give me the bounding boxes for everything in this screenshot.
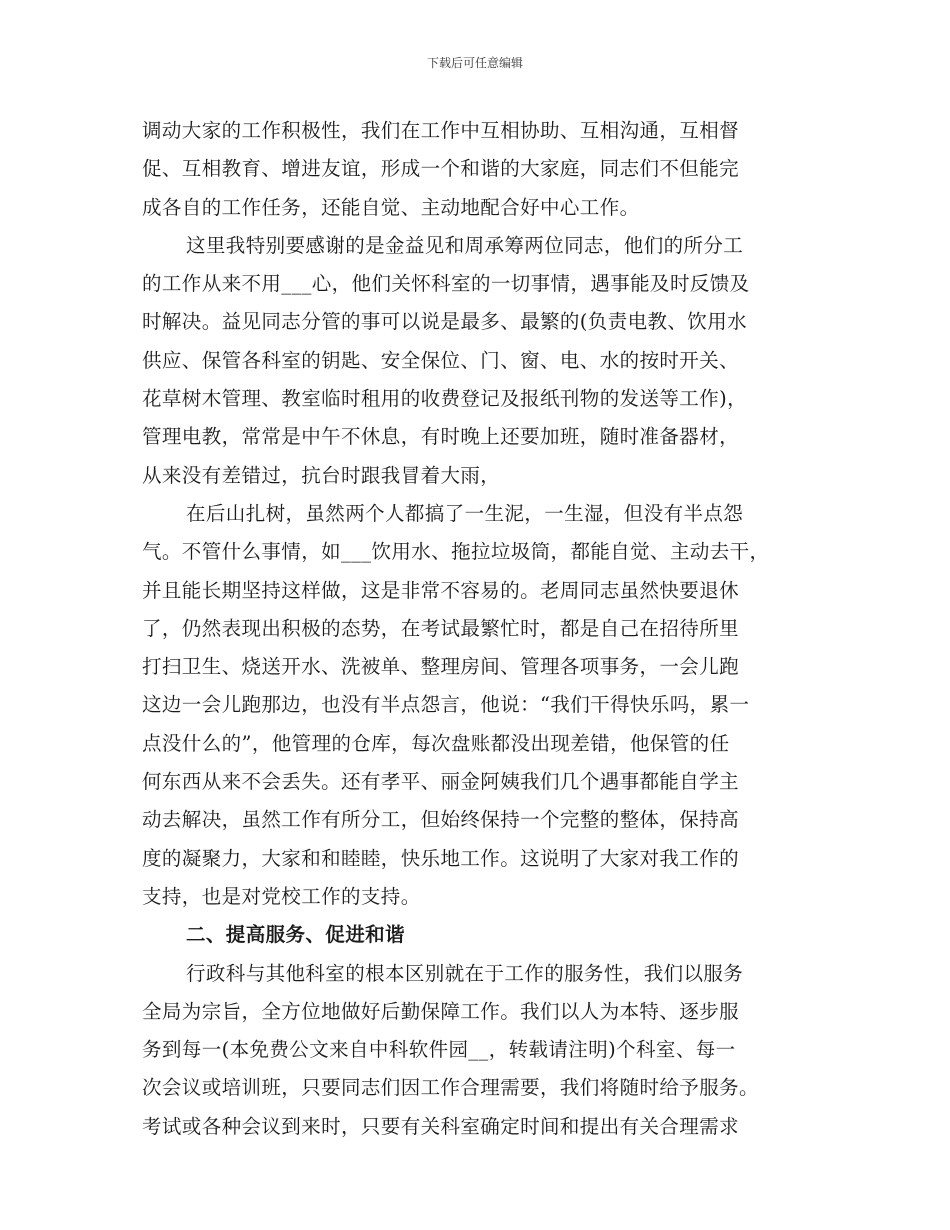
- body-line: 何东西从来不会丢失。还有孝平、丽金阿姨我们几个遇事都能自学主: [142, 770, 740, 794]
- body-line: 了，仍然表现出积极的态势，在考试最繁忙时，都是自己在招待所里: [142, 616, 740, 640]
- body-line: 促、互相教育、增进友谊，形成一个和谐的大家庭，同志们不但能完: [142, 157, 740, 181]
- body-line: 全局为宗旨，全方位地做好后勤保障工作。我们以人为本特、逐步服: [142, 999, 740, 1023]
- body-line: 气。不管什么事情，如___饮用水、拖拉垃圾筒，都能自觉、主动去干，: [142, 540, 770, 564]
- section-heading: 二、提高服务、促进和谐: [186, 923, 405, 947]
- body-line: 成各自的工作任务，还能自觉、主动地配合好中心工作。: [142, 195, 640, 219]
- page-header: 下载后可任意编辑: [426, 56, 523, 70]
- body-line: 的工作从来不用___心，他们关怀科室的一切事情，遇事能及时反馈及: [142, 272, 750, 296]
- body-line: 动去解决，虽然工作有所分工，但始终保持一个完整的整体，保持高: [142, 808, 740, 832]
- body-line: 考试或各种会议到来时，只要有关科室确定时间和提出有关合理需求: [142, 1114, 740, 1138]
- body-line: 供应、保管各科室的钥匙、安全保位、门、窗、电、水的按时开关、: [142, 348, 740, 372]
- body-line: 这边一会儿跑那边，也没有半点怨言，他说：“我们干得快乐吗，累一: [142, 693, 750, 717]
- document-body: [142, 112, 822, 1146]
- body-line: 务到每一(本免费公文来自中科软件园__，转载请注明)个科室、每一: [142, 1038, 736, 1062]
- body-line: 从来没有差错过，抗台时跟我冒着大雨，: [142, 463, 501, 487]
- body-line: 管理电教，常常是中午不休息，有时晚上还要加班，随时准备器材，: [142, 425, 740, 449]
- body-line: 次会议或培训班，只要同志们因工作合理需要，我们将随时给予服务。: [142, 1076, 759, 1100]
- body-line: 调动大家的工作积极性，我们在工作中互相协助、互相沟通，互相督: [142, 119, 740, 142]
- body-line: 点没什么的”，他管理的仓库，每次盘账都没出现差错，他保管的任: [142, 731, 730, 755]
- paragraph-start-line: 这里我特别要感谢的是金益见和周承筹两位同志，他们的所分工: [186, 233, 744, 257]
- body-line: 支持，也是对党校工作的支持。: [142, 884, 421, 908]
- body-line: 花草树木管理、教室临时租用的收费登记及报纸刊物的发送等工作)，: [142, 387, 748, 411]
- body-line: 并且能长期坚持这样做，这是非常不容易的。老周同志虽然快要退休: [142, 578, 740, 602]
- paragraph-start-line: 在后山扎树，虽然两个人都搞了一生泥，一生湿，但没有半点怨: [186, 501, 744, 525]
- body-line: 度的凝聚力，大家和和睦睦，快乐地工作。这说明了大家对我工作的: [142, 846, 740, 870]
- body-line: 时解决。益见同志分管的事可以说是最多、最繁的(负责电教、饮用水: [142, 310, 748, 334]
- paragraph-start-line: 行政科与其他科室的根本区别就在于工作的服务性，我们以服务: [186, 961, 744, 985]
- body-line: 打扫卫生、烧送开水、洗被单、整理房间、管理各项事务，一会儿跑: [142, 655, 740, 679]
